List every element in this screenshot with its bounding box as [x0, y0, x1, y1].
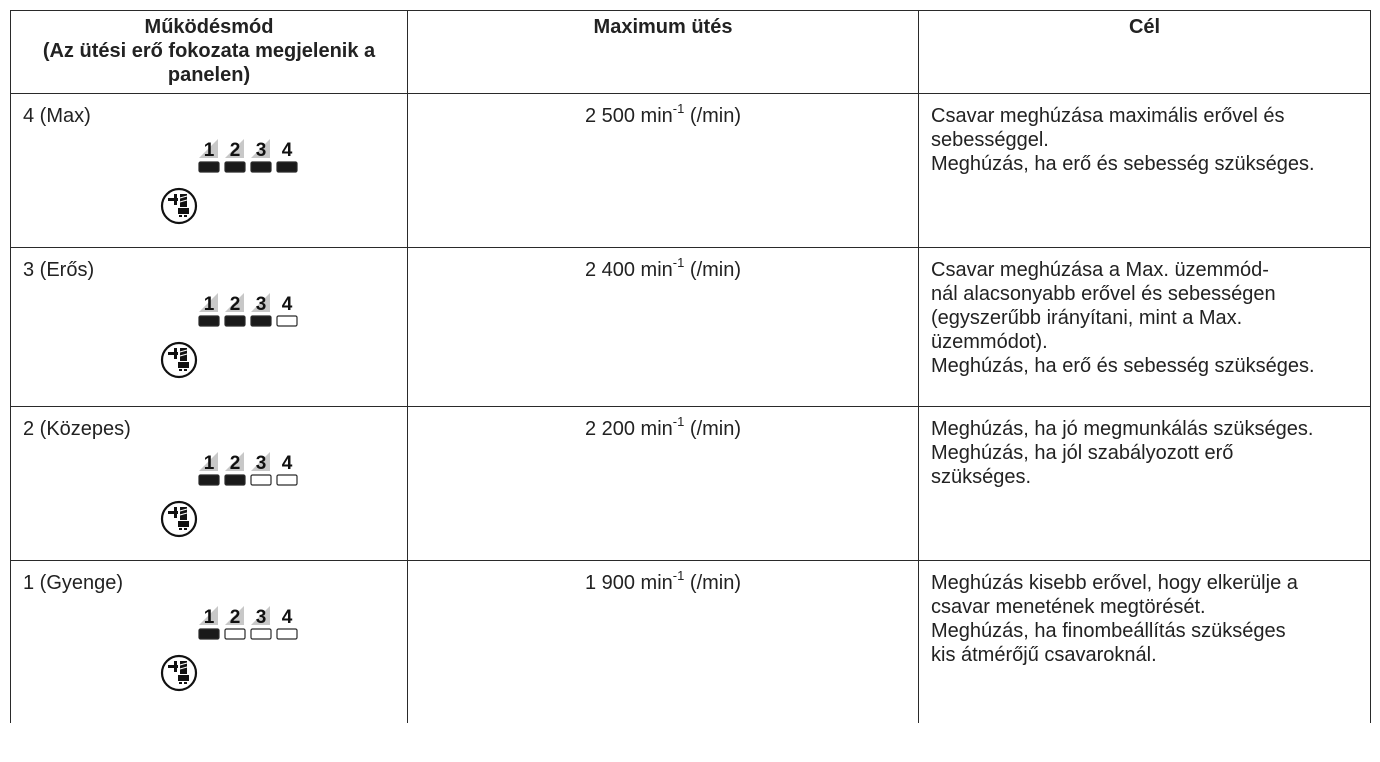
- impact-mode-icon: [162, 343, 196, 377]
- purpose-line: szükséges.: [931, 466, 1032, 488]
- mode-label: 2 (Közepes): [23, 418, 131, 440]
- level-bar-active: [199, 475, 219, 485]
- level-digit: 3: [255, 294, 267, 315]
- purpose-cell: [919, 561, 1371, 724]
- level-bar-active: [225, 162, 245, 172]
- max-impact-cell: [408, 248, 919, 407]
- level-bar-active: [199, 316, 219, 326]
- impact-level-graphic: [153, 292, 293, 397]
- level-digit: 3: [255, 140, 267, 161]
- level-bar-active: [251, 162, 271, 172]
- speed-exponent: -1: [672, 414, 685, 429]
- mode-label: 1 (Gyenge): [23, 572, 124, 594]
- purpose-line: Meghúzás, ha jól szabályozott erő: [931, 442, 1234, 464]
- mode-cell: [11, 94, 408, 248]
- level-digit: 2: [229, 140, 241, 161]
- impact-modes-table: [10, 10, 1371, 723]
- level-digit: 4: [281, 140, 293, 161]
- header-purpose: Cél: [919, 11, 1371, 94]
- purpose-line: (egyszerűbb irányítani, mint a Max.: [931, 307, 1243, 329]
- max-impact-cell: [408, 561, 919, 724]
- impact-level-indicator: [153, 451, 293, 556]
- mode-row: [11, 248, 1371, 407]
- impact-level-indicator: [153, 138, 293, 243]
- level-bar-inactive: [277, 316, 297, 326]
- mode-cell: [11, 561, 408, 724]
- purpose-cell: [919, 94, 1371, 248]
- header-row: [11, 11, 1371, 94]
- level-digit: 1: [203, 140, 215, 161]
- level-bar-active: [225, 316, 245, 326]
- mode-row: [11, 561, 1371, 724]
- level-bar-inactive: [251, 629, 271, 639]
- impact-level-graphic: [153, 605, 293, 710]
- header-mode-line: panelen): [167, 64, 251, 86]
- mode-row: [11, 407, 1371, 561]
- level-bar-inactive: [225, 629, 245, 639]
- impact-mode-icon: [162, 656, 196, 690]
- purpose-cell: [919, 407, 1371, 561]
- speed-unit: (/min): [684, 105, 742, 127]
- level-digit: 1: [203, 607, 215, 628]
- mode-label: 4 (Max): [23, 105, 91, 127]
- purpose-line: Meghúzás kisebb erővel, hogy elkerülje a: [931, 572, 1298, 594]
- level-bar-active: [199, 629, 219, 639]
- purpose-line: Meghúzás, ha erő és sebesség szükséges.: [931, 153, 1315, 175]
- level-digit: 1: [203, 453, 215, 474]
- mode-label: 3 (Erős): [23, 259, 95, 281]
- purpose-line: Csavar meghúzása maximális erővel és: [931, 105, 1285, 127]
- impact-mode-icon: [162, 502, 196, 536]
- level-digit: 2: [229, 294, 241, 315]
- speed-unit: (/min): [684, 259, 742, 281]
- speed-value: 2 400 min: [584, 259, 673, 281]
- level-bar-active: [225, 475, 245, 485]
- max-impact-cell: [408, 407, 919, 561]
- mode-cell: [11, 248, 408, 407]
- impact-level-graphic: [153, 451, 293, 556]
- level-digit: 3: [255, 453, 267, 474]
- purpose-cell: [919, 248, 1371, 407]
- header-mode: [11, 11, 408, 94]
- purpose-line: Meghúzás, ha erő és sebesség szükséges.: [931, 355, 1315, 377]
- level-bar-inactive: [251, 475, 271, 485]
- purpose-line: Meghúzás, ha jó megmunkálás szükséges.: [931, 418, 1314, 440]
- level-digit: 3: [255, 607, 267, 628]
- speed-exponent: -1: [672, 568, 685, 583]
- level-digit: 4: [281, 294, 293, 315]
- speed-value: 2 500 min: [584, 105, 673, 127]
- impact-mode-icon: [162, 189, 196, 223]
- impact-level-indicator: [153, 605, 293, 710]
- level-digit: 2: [229, 607, 241, 628]
- level-bar-active: [251, 316, 271, 326]
- purpose-line: kis átmérőjű csavaroknál.: [931, 644, 1157, 666]
- level-bar-active: [277, 162, 297, 172]
- purpose-line: üzemmódot).: [931, 331, 1048, 353]
- speed-exponent: -1: [672, 255, 685, 270]
- impact-level-indicator: [153, 292, 293, 397]
- purpose-line: Csavar meghúzása a Max. üzemmód-: [931, 259, 1269, 281]
- header-max-impact: Maximum ütés: [408, 11, 919, 94]
- level-bar-active: [199, 162, 219, 172]
- purpose-line: sebességgel.: [931, 129, 1049, 151]
- purpose-line: nál alacsonyabb erővel és sebességen: [931, 283, 1276, 305]
- level-digit: 1: [203, 294, 215, 315]
- level-digit: 4: [281, 453, 293, 474]
- level-digit: 2: [229, 453, 241, 474]
- level-bar-inactive: [277, 629, 297, 639]
- impact-level-graphic: [153, 138, 293, 243]
- max-impact-cell: [408, 94, 919, 248]
- speed-exponent: -1: [672, 101, 685, 116]
- speed-value: 1 900 min: [584, 572, 673, 594]
- speed-unit: (/min): [684, 418, 742, 440]
- speed-value: 2 200 min: [584, 418, 673, 440]
- level-digit: 4: [281, 607, 293, 628]
- level-bar-inactive: [277, 475, 297, 485]
- speed-unit: (/min): [684, 572, 742, 594]
- purpose-line: Meghúzás, ha finombeállítás szükséges: [931, 620, 1286, 642]
- mode-row: [11, 94, 1371, 248]
- purpose-line: csavar menetének megtörését.: [931, 596, 1206, 618]
- header-mode-line: (Az ütési erő fokozata megjelenik a: [42, 40, 376, 62]
- header-mode-line: Működésmód: [144, 16, 274, 38]
- mode-cell: [11, 407, 408, 561]
